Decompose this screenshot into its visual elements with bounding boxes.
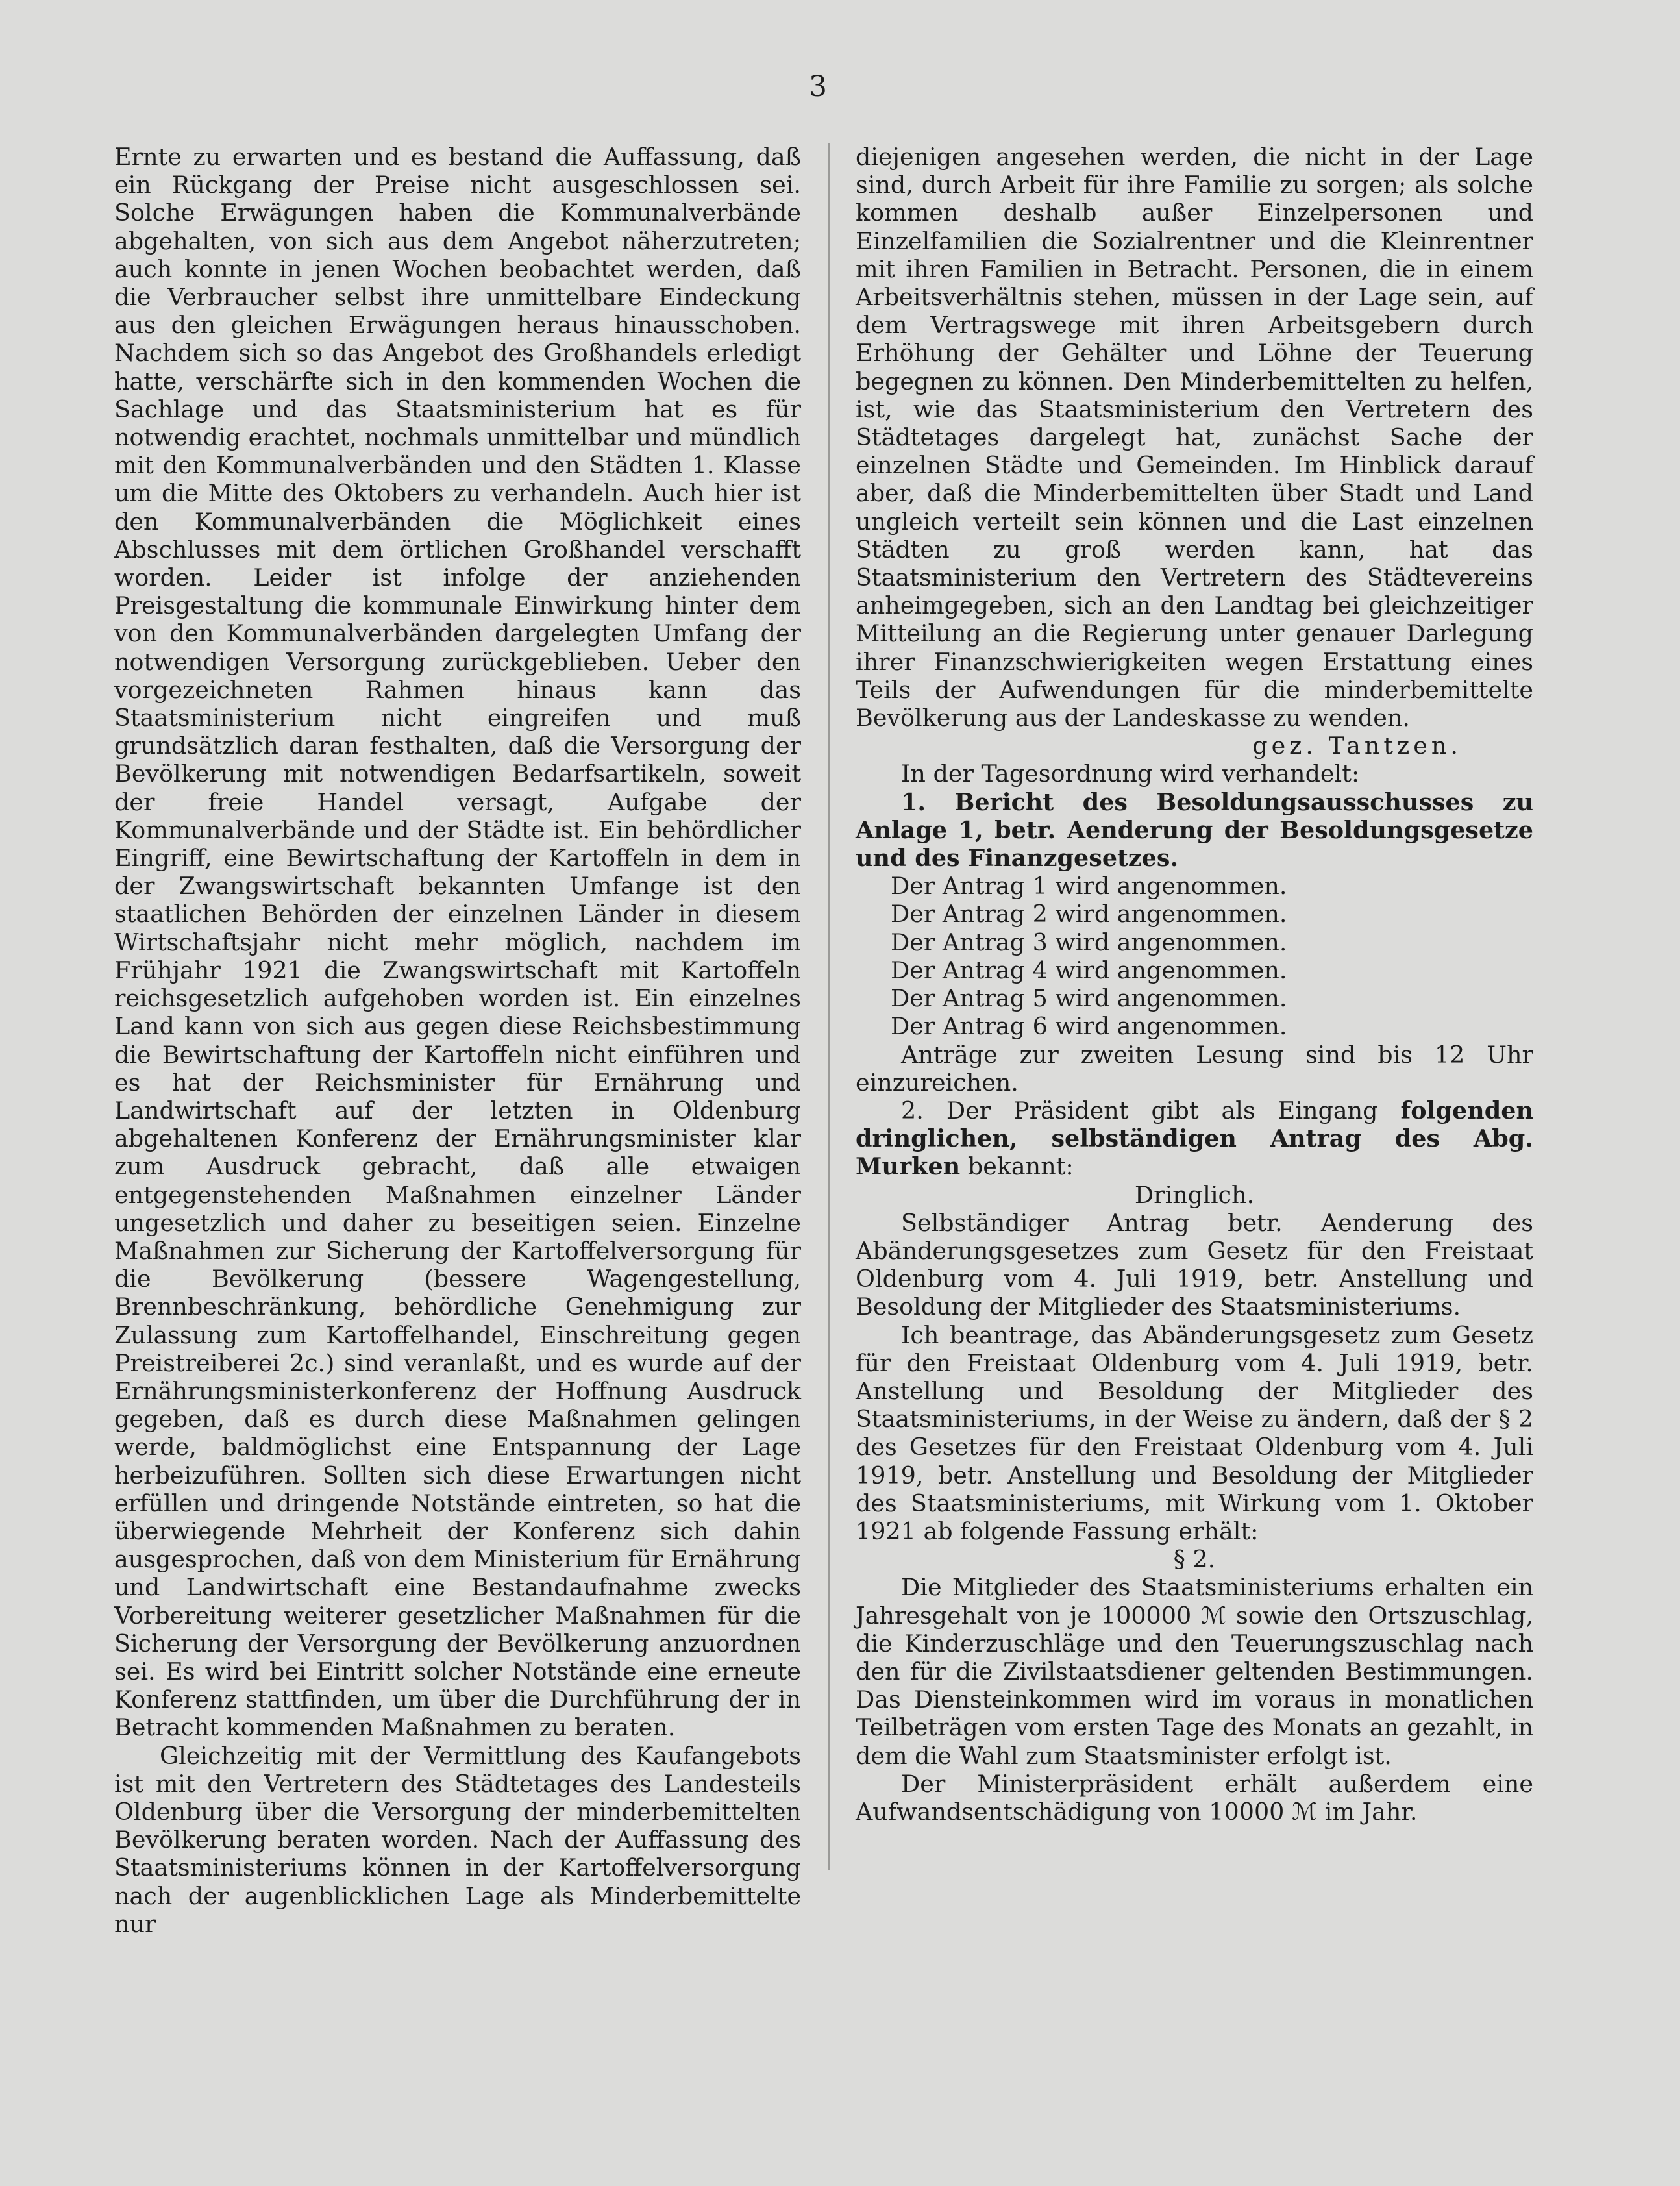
agenda-item-2-bold: folgenden dringlichen, selbständigen Antrag des Abg. Murken — [856, 1096, 1533, 1181]
right-column — [856, 143, 1533, 1826]
antrag-line: Der Antrag 6 wird angenommen. — [891, 1012, 1287, 1041]
paragraph-text-1: Die Mitglieder des Staatsministeriums erhalten ein Jahresgehalt von je 100000 ℳ sowie den Ortszuschlag, die Kinderzuschläge und den Teuerungszuschlag nach den für die Zivilstaatsdiener geltenden Bestimmungen. Das Diensteinkommen wird im voraus in monatlichen Teilbeträgen vom ersten Tage des Monats an gezahlt, in dem die Wahl zum Staatsminister erfolgt ist. — [856, 1573, 1533, 1770]
agenda-intro: In der Tagesordnung wird verhandelt: — [901, 760, 1360, 788]
left-paragraph-2: Gleichzeitig mit der Vermittlung des Kaufangebots ist mit den Vertretern des Städtetages des Landesteils Oldenburg über die Versorgung der minderbemittelten Bevölkerung beraten worden. Nach der Auffassung des Staatsministeriums können in der Kartoffelversorgung nach der augenblicklichen Lage als Minderbemittelte nur — [114, 1741, 801, 1938]
antrag-line: Der Antrag 4 wird angenommen. — [891, 956, 1287, 984]
agenda-item-2-prefix: 2. Der Präsident gibt als Eingang — [901, 1096, 1401, 1124]
dringlich-heading: Dringlich. — [1134, 1180, 1255, 1209]
antrag-text: Ich beantrage, das Abänderungsgesetz zum Gesetz für den Freistaat Oldenburg vom 4. Juli 1919, betr. Anstellung und Besoldung der Mitglieder des Staatsministeriums, in der Weise zu ändern, daß der § 2 des Gesetzes für den Freistaat Oldenburg vom 4. Juli 1919, betr. Anstellung und Besoldung der Mitglieder des Staatsministeriums, mit Wirkung vom 1. Oktober 1921 ab folgende Fassung erhält: — [856, 1321, 1533, 1545]
antrag-subject: Selbständiger Antrag betr. Aenderung des Abänderungsgesetzes zum Gesetz für den Freistaat Oldenburg vom 4. Juli 1919, betr. Anstellung und Besoldung der Mitglieder des Staatsministeriums. — [856, 1208, 1533, 1321]
antrag-line: Der Antrag 5 wird angenommen. — [891, 984, 1287, 1013]
antrag-line: Der Antrag 2 wird angenommen. — [891, 900, 1287, 928]
right-paragraph-1: diejenigen angesehen werden, die nicht in der Lage sind, durch Arbeit für ihre Familie zu sorgen; als solche kommen deshalb außer Einzelpersonen und Einzelfamilien die Sozialrentner und die Kleinrentner mit ihren Familien in Betracht. Personen, die in einem Arbeitsverhältnis stehen, müssen in der Lage sein, auf dem Vertragswege mit ihren Arbeitsgebern durch Erhöhung der Gehälter und Löhne der Teuerung begegnen zu können. Den Minderbemittelten zu helfen, ist, wie das Staatsministerium den Vertretern des Städtetages dargelegt hat, zunächst Sache der einzelnen Städte und Gemeinden. Im Hinblick darauf aber, daß die Minderbemittelten über Stadt und Land ungleich verteilt sein können und die Last einzelnen Städten zu groß werden kann, hat das Staatsministerium den Vertretern des Städtevereins anheimgegeben, sich an den Landtag bei gleichzeitiger Mitteilung an die Regierung unter genauer Darlegung ihrer Finanzschwierigkeiten wegen Erstattung eines Teils der Aufwendungen für die minderbemittelte Bevölkerung aus der Landeskasse zu wenden. — [856, 143, 1533, 732]
agenda-item-2-suffix: bekannt: — [960, 1152, 1074, 1181]
agenda-item-2 — [856, 1097, 1533, 1181]
agenda-item-1-title: 1. Bericht des Besoldungsausschusses zu Anlage 1, betr. Aenderung der Besoldungsgesetze und des Finanzgesetzes. — [856, 788, 1533, 873]
page-number: 3 — [809, 70, 827, 103]
column-divider — [828, 143, 830, 1870]
paragraph-heading: § 2. — [1173, 1545, 1216, 1574]
left-paragraph-1: Ernte zu erwarten und es bestand die Auffassung, daß ein Rückgang der Preise nicht ausgeschlossen sei. Solche Erwägungen haben die Kommunalverbände abgehalten, von sich aus dem Angebot näherzutreten; auch konnte in jenen Wochen beobachtet werden, daß die Verbraucher selbst ihre unmittelbare Eindeckung aus den gleichen Erwägungen heraus hinausschoben. Nachdem sich so das Angebot des Großhandels erledigt hatte, verschärfte sich in den kommenden Wochen die Sachlage und das Staatsministerium hat es für notwendig erachtet, nochmals unmittelbar und mündlich mit den Kommunalverbänden und den Städten 1. Klasse um die Mitte des Oktobers zu verhandeln. Auch hier ist den Kommunalverbänden die Möglichkeit eines Abschlusses mit dem örtlichen Großhandel verschafft worden. Leider ist infolge der anziehenden Preisgestaltung die kommunale Einwirkung hinter dem von den Kommunalverbänden dargelegten Umfang der notwendigen Versorgung zurückgeblieben. Ueber den vorgezeichneten Rahmen hinaus kann das Staatsministerium nicht eingreifen und muß grundsätzlich daran festhalten, daß die Versorgung der Bevölkerung mit notwendigen Bedarfsartikeln, soweit der freie Handel versagt, Aufgabe der Kommunalverbände und der Städte ist. Ein behördlicher Eingriff, eine Bewirtschaftung der Kartoffeln in dem in der Zwangswirtschaft bekannten Umfange ist den staatlichen Behörden der einzelnen Länder in diesem Wirtschaftsjahr nicht mehr möglich, nachdem im Frühjahr 1921 die Zwangswirtschaft mit Kartoffeln reichsgesetzlich aufgehoben worden ist. Ein einzelnes Land kann von sich aus gegen diese Reichsbestimmung die Bewirtschaftung der Kartoffeln nicht einführen und es hat der Reichsminister für Ernährung und Landwirtschaft auf der letzten in Oldenburg abgehaltenen Konferenz der Ernährungsminister klar zum Ausdruck gebracht, daß alle etwaigen entgegenstehenden Maßnahmen einzelner Länder ungesetzlich und daher zu beseitigen seien. Einzelne Maßnahmen zur Sicherung der Kartoffelversorgung für die Bevölkerung (bessere Wagengestellung, Brennbeschränkung, behördliche Genehmigung zur Zulassung zum Kartoffelhandel, Einschreitung gegen Preistreiberei 2c.) sind veranlaßt, und es wurde auf der Ernährungsministerkonferenz der Hoffnung Ausdruck gegeben, daß es durch diese Maßnahmen gelingen werde, baldmöglichst eine Entspannung der Lage herbeizuführen. Sollten sich diese Erwartungen nicht erfüllen und dringende Notstände eintreten, so hat die überwiegende Mehrheit der Konferenz sich dahin ausgesprochen, daß von dem Ministerium für Ernährung und Landwirtschaft eine Bestandaufnahme zwecks Vorbereitung weiterer gesetzlicher Maßnahmen für die Sicherung der Versorgung der Bevölkerung anzuordnen sei. Es wird bei Eintritt solcher Notstände eine erneute Konferenz stattfinden, um über die Durchführung der in Betracht kommenden Maßnahmen zu beraten. — [114, 143, 801, 1742]
antrag-line: Der Antrag 3 wird angenommen. — [891, 928, 1287, 956]
second-reading-note: Anträge zur zweiten Lesung sind bis 12 Uhr einzureichen. — [856, 1040, 1533, 1097]
antrag-line: Der Antrag 1 wird angenommen. — [891, 872, 1287, 900]
paragraph-text-2: Der Ministerpräsident erhält außerdem eine Aufwandsentschädigung von 10000 ℳ im Jahr. — [856, 1769, 1533, 1826]
signature: gez. Tantzen. — [1252, 732, 1462, 760]
left-column — [114, 143, 801, 1938]
